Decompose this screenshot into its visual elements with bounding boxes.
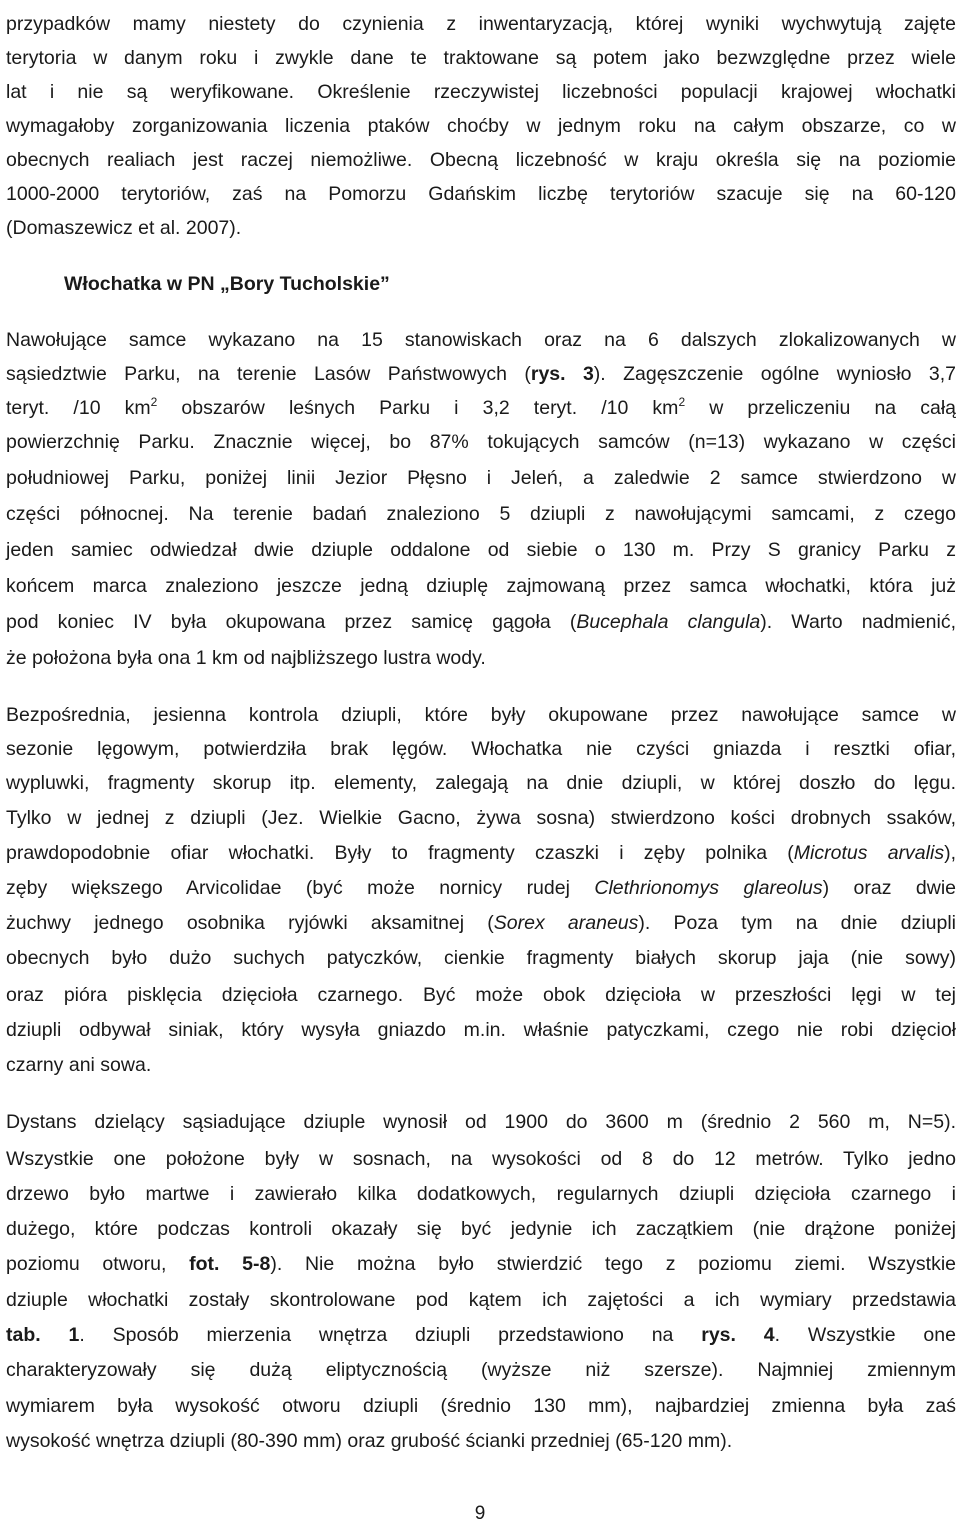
text-line: powierzchnię Parku. Znacznie więcej, bo 87% tokujących samców (n=13) wykazano w części bbox=[6, 431, 956, 453]
text-line: części północnej. Na terenie badań znaleziono 5 dziupli z nawołującymi samcami, z czego bbox=[6, 503, 956, 525]
text-line: dziuple włochatki zostały skontrolowane pod kątem ich zajętości a ich wymiary przedstawia bbox=[6, 1289, 956, 1311]
text-line: jeden samiec odwiedzał dwie dziuple oddalone od siebie o 130 m. Przy S granicy Parku z bbox=[6, 539, 956, 561]
text-line: dużego, które podczas kontroli okazały się być jedynie ich zaczątkiem (nie drążone poniżej bbox=[6, 1218, 956, 1240]
text-line: Nawołujące samce wykazano na 15 stanowiskach oraz na 6 dalszych zlokalizowanych w bbox=[6, 329, 956, 351]
text-line: wysokość wnętrza dziupli (80-390 mm) oraz grubość ścianki przedniej (65-120 mm). bbox=[6, 1430, 733, 1452]
text-line: sąsiedztwie Parku, na terenie Lasów Państwowych (rys. 3). Zagęszczenie ogólne wyniosło 3,7 bbox=[6, 363, 957, 385]
text-line: zęby większego Arvicolidae (być może nornicy rudej Clethrionomys glareolus) oraz dwie bbox=[6, 877, 956, 899]
text-line: wymagałoby zorganizowania liczenia ptaków choćby w jednym roku na całym obszarze, co w bbox=[6, 115, 956, 137]
text-line: prawdopodobnie ofiar włochatki. Były to fragmenty czaszki i zęby polnika (Microtus arvalis), bbox=[6, 842, 956, 864]
text-line: pod koniec IV była okupowana przez samicę gągoła (Bucephala clangula). Warto nadmienić, bbox=[6, 611, 956, 633]
section-heading: Włochatka w PN „Bory Tucholskie” bbox=[64, 273, 390, 295]
text-line: obecnych było dużo suchych patyczków, cienkie fragmenty białych skorup jaja (nie sowy) bbox=[6, 947, 956, 969]
text-line: tab. 1. Sposób mierzenia wnętrza dziupli przedstawiono na rys. 4. Wszystkie one bbox=[6, 1324, 956, 1346]
text-line: czarny ani sowa. bbox=[6, 1054, 152, 1076]
text-line: terytoria w danym roku i zwykle dane te traktowane są potem jako bezwzględne przez wiele bbox=[6, 47, 956, 69]
text-line: oraz pióra pisklęcia dzięcioła czarnego. Być może obok dzięcioła w przeszłości lęgi w tej bbox=[6, 984, 956, 1006]
text-line: sezonie lęgowym, potwierdziła brak lęgów. Włochatka nie czyści gniazda i resztki ofiar, bbox=[6, 738, 956, 760]
text-line: przypadków mamy niestety do czynienia z inwentaryzacją, której wyniki wychwytują zajęte bbox=[6, 13, 956, 35]
text-line: drzewo było martwe i zawierało kilka dodatkowych, regularnych dziupli dzięcioła czarnego i bbox=[6, 1183, 956, 1205]
text-line: Wszystkie one położone były w sosnach, na wysokości od 8 do 12 metrów. Tylko jedno bbox=[6, 1148, 956, 1170]
text-line: Tylko w jednej z dziupli (Jez. Wielkie Gacno, żywa sosna) stwierdzono kości drobnych ssaków, bbox=[6, 807, 956, 829]
text-line: teryt. /10 $km^2$ obszarów leśnych Parku i 3,2 teryt. /10 $km^2$ w przeliczeniu na całą bbox=[6, 395, 956, 419]
text-line: żuchwy jednego osobnika ryjówki aksamitnej (Sorex araneus). Poza tym na dnie dziupli bbox=[6, 912, 957, 934]
text-line: (Domaszewicz et al. 2007). bbox=[6, 217, 242, 239]
page-number: 9 bbox=[474, 1503, 486, 1524]
text-line: końcem marca znaleziono jeszcze jedną dziuplę zajmowaną przez samca włochatki, która już bbox=[6, 575, 956, 597]
text-line: obecnych realiach jest raczej niemożliwe. Obecną liczebność w kraju określa się na poziomie bbox=[6, 149, 956, 171]
text-line: poziomu otworu, fot. 5-8). Nie można było stwierdzić tego z poziomu ziemi. Wszystkie bbox=[6, 1253, 956, 1275]
text-line: lat i nie są weryfikowane. Określenie rzeczywistej liczebności populacji krajowej włochatki bbox=[6, 81, 956, 103]
text-line: dziupli odbywał siniak, który wysyła gniazdo m.in. właśnie patyczkami, czego nie robi dzięcioł bbox=[6, 1019, 956, 1041]
text-line: południowej Parku, poniżej linii Jezior Płęsno i Jeleń, a zaledwie 2 samce stwierdzono w bbox=[6, 467, 956, 489]
text-line: wypluwki, fragmenty skorup itp. elementy, zalegają na dnie dziupli, w której doszło do lęgu. bbox=[6, 772, 956, 794]
text-line: Dystans dzielący sąsiadujące dziuple wynosił od 1900 do 3600 m (średnio 2 560 m, N=5). bbox=[6, 1111, 956, 1133]
text-line: wymiarem była wysokość otworu dziupli (średnio 130 mm), najbardziej zmienna była zaś bbox=[6, 1395, 956, 1417]
text-line: charakteryzowały się dużą eliptycznością (wyższe niż szersze). Najmniej zmiennym bbox=[6, 1359, 956, 1381]
text-line: 1000-2000 terytoriów, zaś na Pomorzu Gdańskim liczbę terytoriów szacuje się na 60-120 bbox=[6, 183, 956, 205]
text-line: Bezpośrednia, jesienna kontrola dziupli, które były okupowane przez nawołujące samce w bbox=[6, 704, 956, 726]
text-line: że położona była ona 1 km od najbliższego lustra wody. bbox=[6, 647, 486, 669]
